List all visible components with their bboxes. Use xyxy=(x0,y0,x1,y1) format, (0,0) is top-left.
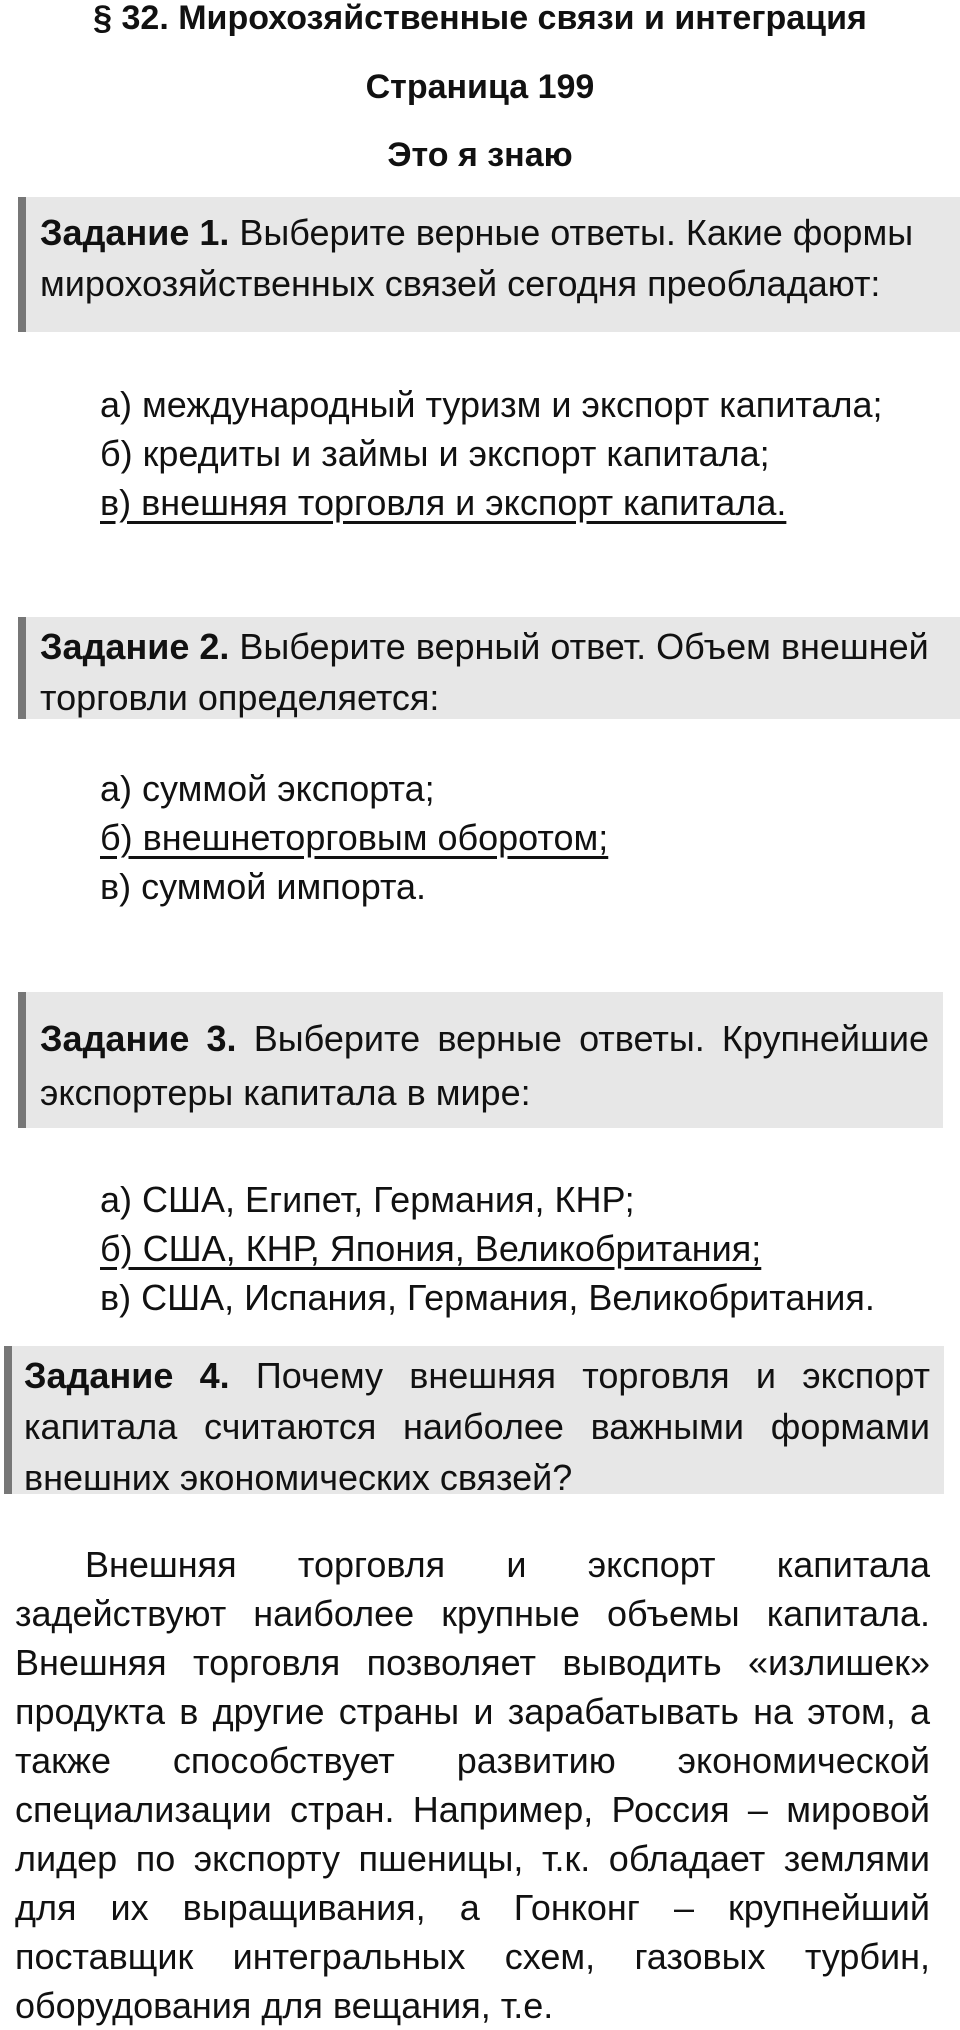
task-1-question: Выберите верные ответы. Какие формы мирохозяйственных связей сегодня преобладают: xyxy=(40,212,914,304)
task-4-label: Задание 4. xyxy=(24,1355,230,1396)
task-1-box xyxy=(18,197,960,332)
task-4-answer-text: Внешняя торговля и экспорт капитала задействуют наиболее крупные объемы капитала. Внешняя торговля позволяет выводить «излишек» продукта в другие страны и зарабатывать на этом, а также способствует развитию экономической специализации стран. Например, Россия – мировой лидер по экспорту пшеницы, т.к. обладает землями для их выращивания, а Гонконг – крупнейший поставщик интегральных схем, газовых турбин, оборудования для вещания, т.е. xyxy=(15,1544,930,2026)
task-1-option-b: б) кредиты и займы и экспорт капитала; xyxy=(100,433,770,474)
task-2-option-c: в) суммой импорта. xyxy=(100,866,427,907)
task-3-options xyxy=(100,1175,875,1322)
task-3-label: Задание 3. xyxy=(40,1018,237,1059)
task-2-option-b: б) внешнеторговым оборотом; xyxy=(100,817,609,858)
task-3-box xyxy=(18,992,943,1128)
task-1-option-a: а) международный туризм и экспорт капитала; xyxy=(100,384,883,425)
task-3-option-a: а) США, Египет, Германия, КНР; xyxy=(100,1179,635,1220)
task-4-box xyxy=(4,1346,944,1498)
task-4-question: Почему внешняя торговля и экспорт капитала считаются наиболее важными формами внешних экономических связей? xyxy=(24,1355,931,1498)
task-1-label: Задание 1. xyxy=(40,212,230,253)
task-1-option-c: в) внешняя торговля и экспорт капитала. xyxy=(100,482,787,523)
task-2-options xyxy=(100,764,608,911)
page-label: Страница 199 xyxy=(365,68,595,106)
task-2-question: Выберите верный ответ. Объем внешней торговли определяется: xyxy=(40,626,929,718)
task-2-box xyxy=(18,617,960,719)
section-title: § 32. Мирохозяйственные связи и интеграция xyxy=(93,0,867,37)
task-2-label: Задание 2. xyxy=(40,626,230,667)
task-3-option-b: б) США, КНР, Япония, Великобритания; xyxy=(100,1228,762,1269)
task-3-option-c: в) США, Испания, Германия, Великобритания. xyxy=(100,1277,875,1318)
task-3-question: Выберите верные ответы. Крупнейшие экспортеры капитала в мире: xyxy=(40,1018,929,1113)
subheading: Это я знаю xyxy=(387,136,573,174)
task-4-answer xyxy=(15,1540,930,2030)
task-1-options xyxy=(100,380,883,527)
task-2-option-a: а) суммой экспорта; xyxy=(100,768,435,809)
